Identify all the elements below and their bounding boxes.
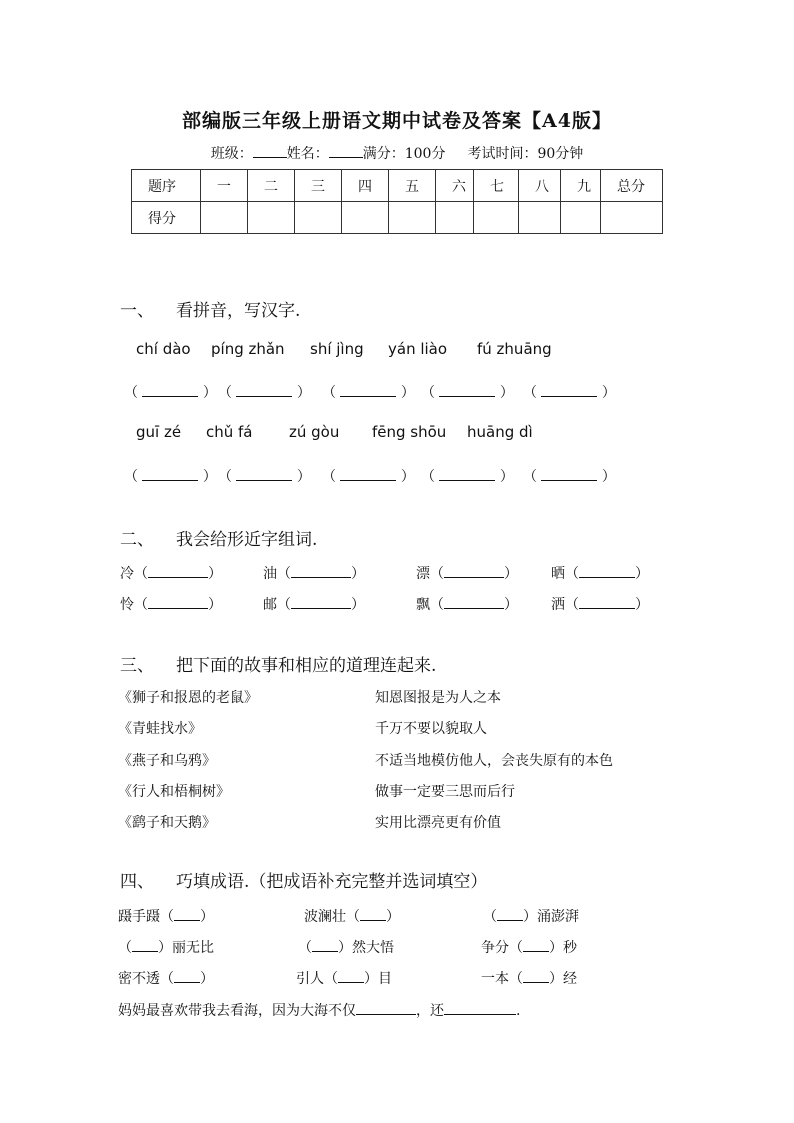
idiom-item[interactable]: （ ）丽无比 [118, 940, 214, 956]
word-item[interactable]: 邮（ ） [263, 597, 365, 613]
exam-info [0, 143, 794, 163]
idiom-item[interactable]: 密不透（ ） [118, 971, 214, 987]
pinyin: huāng dì [467, 423, 533, 441]
pinyin: shí jìng [310, 340, 364, 358]
section-title: 看拼音，写汉字. [176, 301, 301, 321]
score-cell[interactable] [474, 202, 519, 234]
header-cell: 九 [561, 170, 601, 202]
word-item[interactable]: 油（ ） [263, 566, 365, 582]
section-number: 二、 [120, 530, 154, 550]
score-cell[interactable] [295, 202, 342, 234]
score-cell[interactable] [342, 202, 389, 234]
word-item[interactable]: 飘（ ） [416, 597, 518, 613]
section-title: 巧填成语.（把成语补充完整并选词填空） [176, 872, 488, 892]
answer-box[interactable]: （ ） [322, 469, 415, 485]
score-row [132, 202, 663, 234]
answer-box[interactable]: （ ） [124, 385, 217, 401]
idiom-item[interactable]: 争分（ ）秒 [481, 940, 577, 956]
full-score: 满分：100分 [362, 146, 446, 162]
score-row-label: 得分 [132, 202, 201, 234]
pinyin: fú zhuāng [477, 340, 552, 358]
score-cell[interactable] [601, 202, 663, 234]
word-item[interactable]: 冷（ ） [120, 566, 222, 582]
score-header-row [132, 170, 663, 202]
section-title: 我会给形近字组词. [176, 530, 318, 550]
header-cell: 一 [201, 170, 248, 202]
story-item[interactable]: 《燕子和乌鸦》 [118, 753, 216, 769]
story-item[interactable]: 《狮子和报恩的老鼠》 [118, 690, 258, 706]
fill-sentence: 妈妈最喜欢带我去看海，因为大海不仅 ，还 . [118, 1003, 521, 1019]
moral-item[interactable]: 知恩图报是为人之本 [375, 690, 501, 706]
section-2-heading [120, 525, 317, 550]
moral-item[interactable]: 不适当地模仿他人，会丧失原有的本色 [375, 753, 613, 769]
header-cell: 二 [248, 170, 295, 202]
pinyin: chǔ fá [206, 423, 253, 441]
answer-box[interactable]: （ ） [523, 469, 616, 485]
moral-item[interactable]: 做事一定要三思而后行 [375, 784, 515, 800]
pinyin: zú gòu [289, 423, 340, 441]
section-number: 四、 [120, 872, 154, 892]
score-cell[interactable] [201, 202, 248, 234]
header-cell: 题序 [132, 170, 201, 202]
answer-box[interactable]: （ ） [421, 385, 514, 401]
pinyin: píng zhǎn [211, 340, 285, 358]
answer-box[interactable]: （ ） [322, 385, 415, 401]
exam-time: 考试时间：90分钟 [467, 146, 584, 162]
idiom-item[interactable]: 引人（ ）目 [296, 971, 392, 987]
page-title: 部编版三年级上册语文期中试卷及答案【A4版】 [182, 110, 612, 132]
class-blank[interactable] [253, 157, 287, 158]
sentence-blank[interactable] [444, 1014, 516, 1015]
word-item[interactable]: 漂（ ） [416, 566, 518, 582]
score-cell[interactable] [519, 202, 561, 234]
header-cell: 六 [436, 170, 474, 202]
answer-box[interactable]: （ ） [421, 469, 514, 485]
answer-box[interactable]: （ ） [124, 469, 217, 485]
idiom-item[interactable]: （ ）然大悟 [298, 940, 394, 956]
word-item[interactable]: 洒（ ） [551, 597, 649, 613]
header-cell: 五 [389, 170, 436, 202]
header-cell: 七 [474, 170, 519, 202]
section-1-heading [120, 296, 300, 321]
pinyin: fēng shōu [372, 423, 447, 441]
idiom-item[interactable]: 蹑手蹑（ ） [118, 909, 214, 925]
score-cell[interactable] [436, 202, 474, 234]
story-item[interactable]: 《行人和梧桐树》 [118, 784, 230, 800]
class-label: 班级： [210, 146, 253, 162]
answer-box[interactable]: （ ） [218, 385, 311, 401]
sentence-blank[interactable] [356, 1014, 416, 1015]
story-item[interactable]: 《鹞子和天鹅》 [118, 815, 216, 831]
pinyin: guī zé [136, 423, 182, 441]
score-table [131, 169, 663, 234]
score-cell[interactable] [561, 202, 601, 234]
header-cell: 总分 [601, 170, 663, 202]
moral-item[interactable]: 千万不要以貌取人 [375, 721, 487, 737]
score-cell[interactable] [389, 202, 436, 234]
section-title: 把下面的故事和相应的道理连起来. [176, 656, 437, 676]
score-cell[interactable] [248, 202, 295, 234]
idiom-item[interactable]: （ ）涌澎湃 [483, 909, 579, 925]
name-label: 姓名： [286, 146, 329, 162]
pinyin: yán liào [388, 340, 448, 358]
section-4-heading [120, 867, 487, 892]
pinyin: chí dào [136, 340, 191, 358]
idiom-item[interactable]: 波澜壮（ ） [304, 909, 400, 925]
header-cell: 三 [295, 170, 342, 202]
section-3-heading [120, 651, 436, 676]
story-item[interactable]: 《青蛙找水》 [118, 721, 202, 737]
section-number: 三、 [120, 656, 154, 676]
moral-item[interactable]: 实用比漂亮更有价值 [375, 815, 501, 831]
section-number: 一、 [120, 301, 154, 321]
answer-box[interactable]: （ ） [523, 385, 616, 401]
name-blank[interactable] [329, 157, 363, 158]
word-item[interactable]: 晒（ ） [551, 566, 649, 582]
word-item[interactable]: 怜（ ） [120, 597, 222, 613]
header-cell: 八 [519, 170, 561, 202]
header-cell: 四 [342, 170, 389, 202]
idiom-item[interactable]: 一本（ ）经 [481, 971, 577, 987]
answer-box[interactable]: （ ） [218, 469, 311, 485]
